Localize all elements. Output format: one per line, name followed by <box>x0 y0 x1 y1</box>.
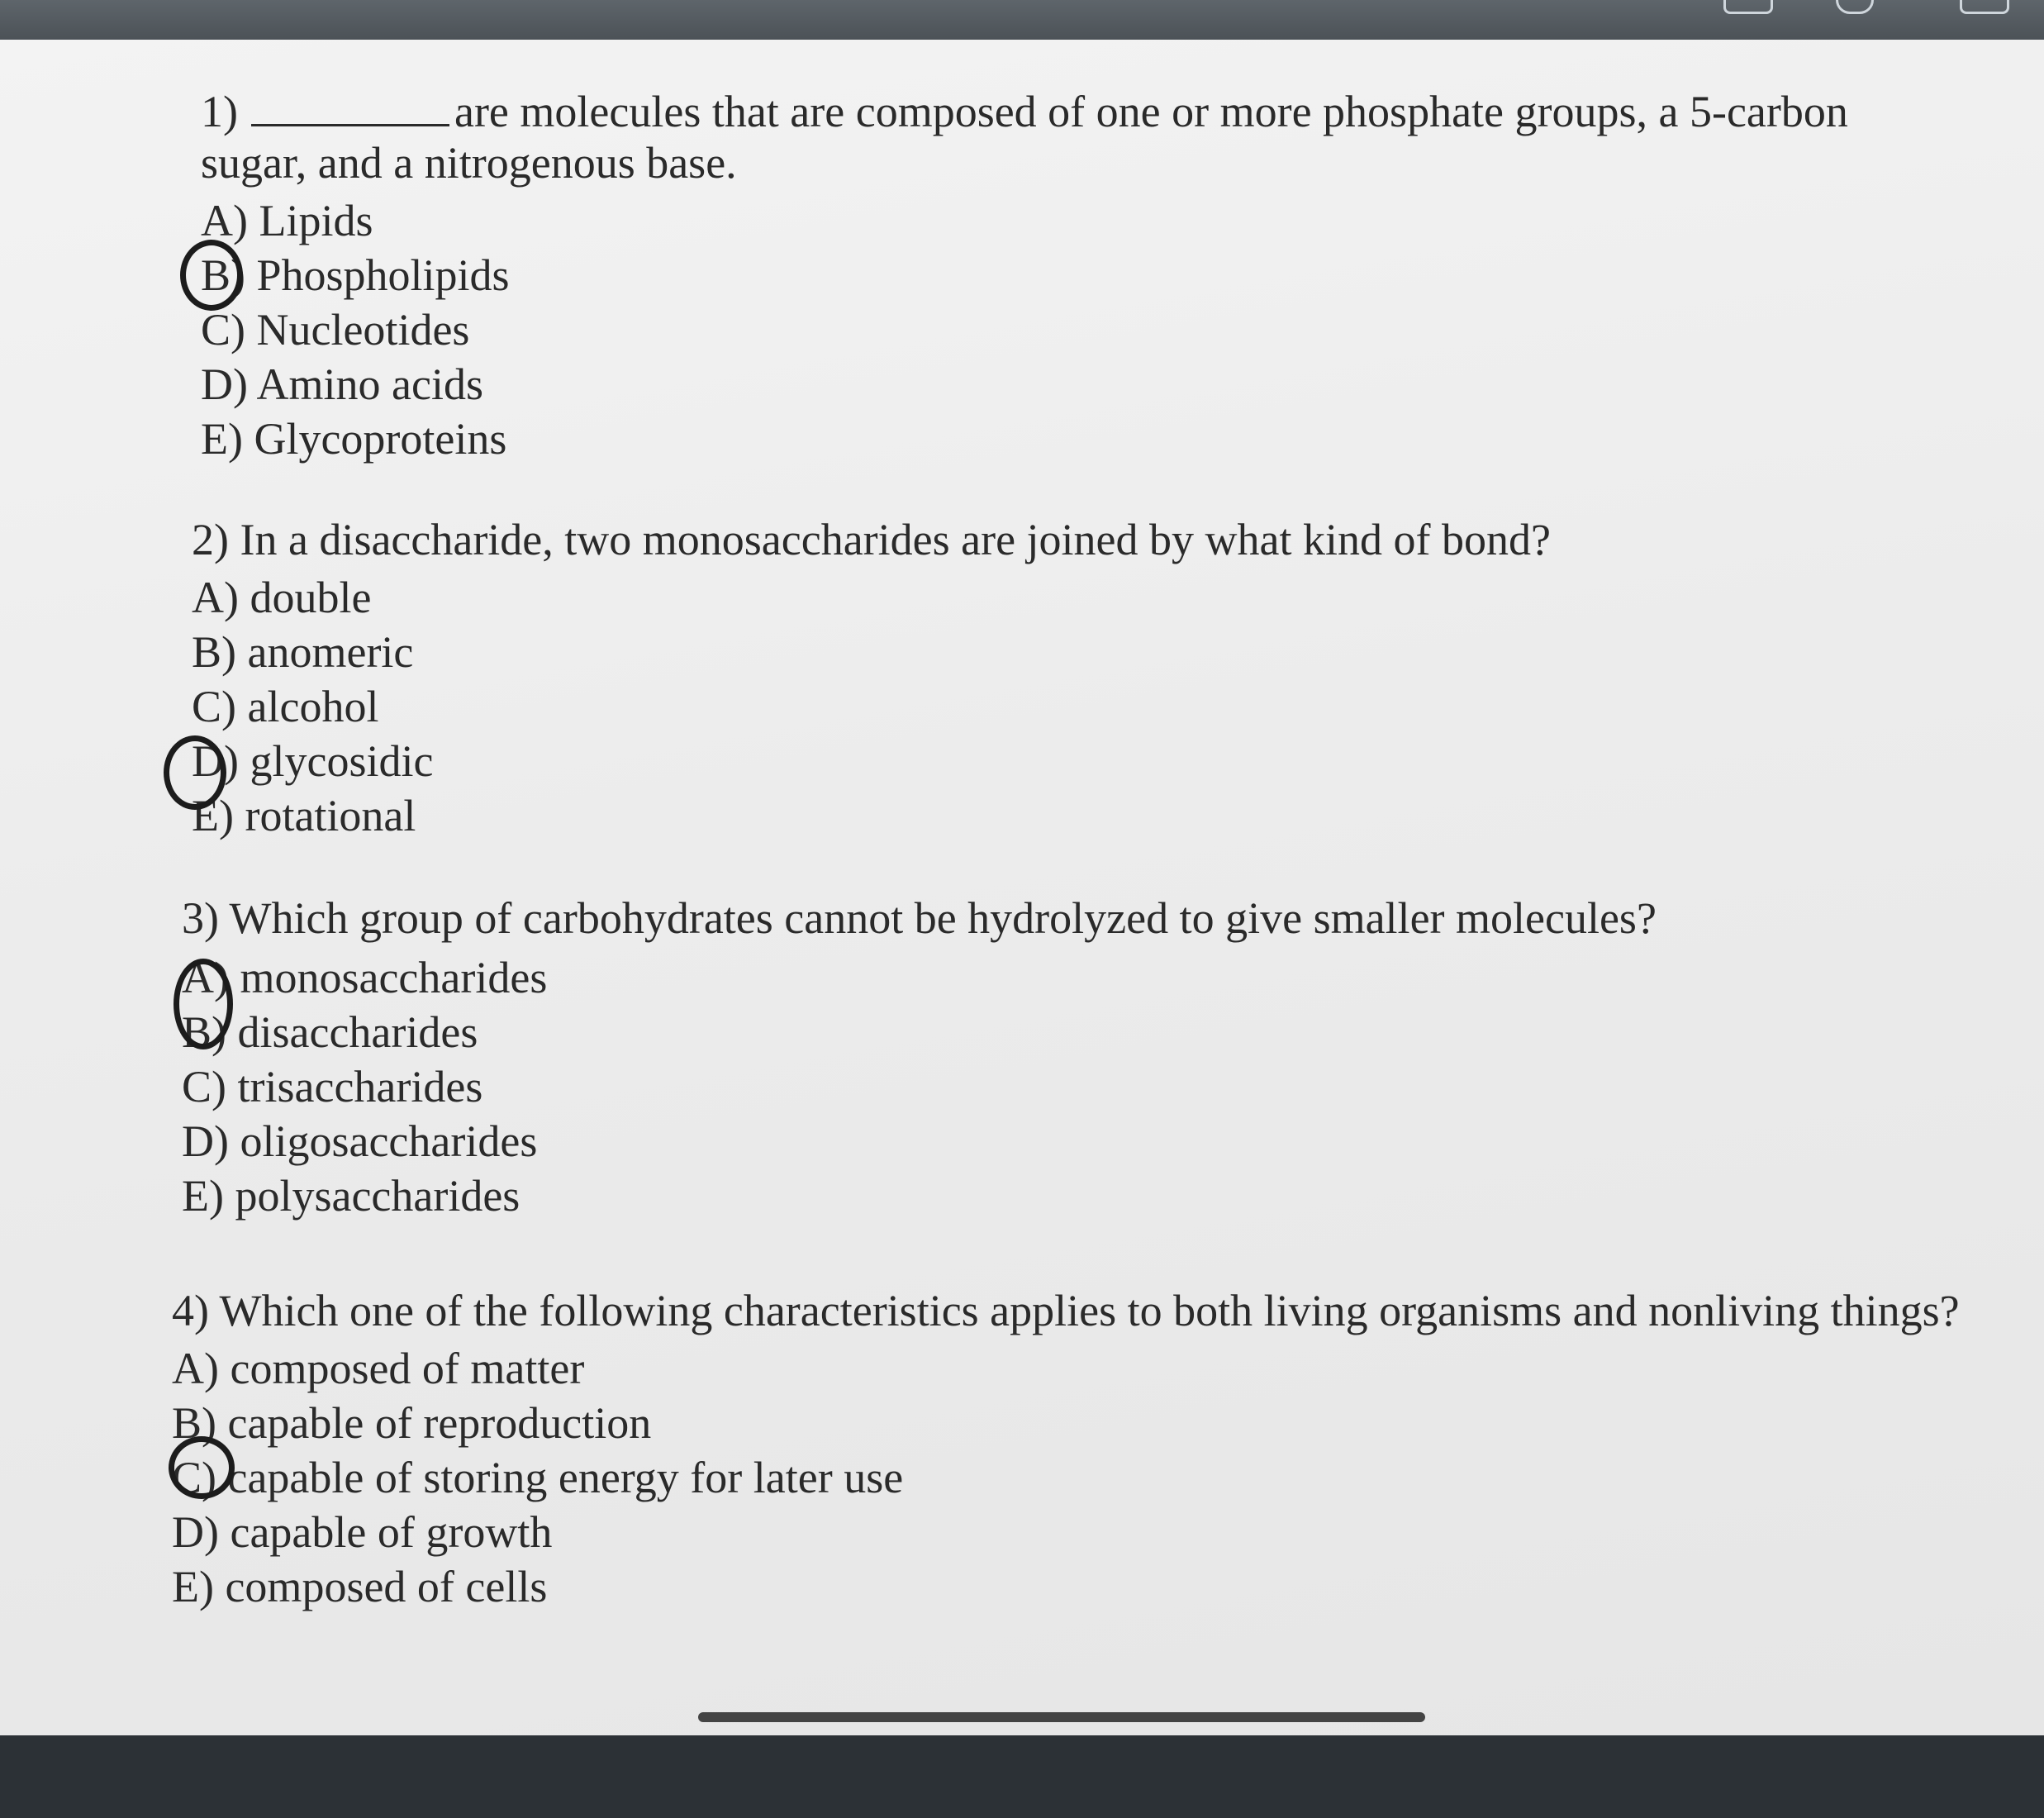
top-toolbar <box>0 0 2044 40</box>
option-b[interactable]: B) Phospholipids <box>201 250 510 300</box>
option-b[interactable]: B) disaccharides <box>182 1007 478 1057</box>
option-e[interactable]: E) composed of cells <box>172 1562 548 1611</box>
circled-answer-mark <box>164 735 226 810</box>
toolbar-square-icon-2[interactable] <box>1960 0 2009 14</box>
question-text <box>192 514 1968 565</box>
question-1 <box>201 83 1944 466</box>
scroll-indicator[interactable] <box>698 1712 1425 1722</box>
answer-blank <box>251 83 449 126</box>
option-d[interactable]: D) capable of growth <box>172 1507 553 1557</box>
question-number: 4) <box>172 1286 209 1335</box>
option-e[interactable]: E) polysaccharides <box>182 1171 521 1221</box>
question-2 <box>192 514 1968 843</box>
option-d[interactable]: D) oligosaccharides <box>182 1116 538 1166</box>
question-number: 1) <box>201 87 238 136</box>
question-4 <box>172 1285 1998 1614</box>
option-a[interactable]: A) composed of matter <box>172 1344 585 1393</box>
option-d[interactable]: D) glycosidic <box>192 736 434 786</box>
circled-answer-mark <box>174 959 233 1049</box>
option-c[interactable]: C) capable of storing energy for later use <box>172 1453 904 1502</box>
question-body: In a disaccharide, two monosaccharides are joined by what kind of bond? <box>240 515 1551 564</box>
option-d[interactable]: D) Amino acids <box>201 359 483 409</box>
question-text <box>172 1285 1998 1336</box>
option-e[interactable]: E) Glycoproteins <box>201 414 507 464</box>
toolbar-search-icon[interactable] <box>1836 0 1874 14</box>
question-text <box>182 892 1975 944</box>
question-body: Which group of carbohydrates cannot be hydrolyzed to give smaller molecules? <box>229 893 1657 943</box>
question-number: 2) <box>192 515 229 564</box>
circled-answer-mark <box>169 1436 235 1499</box>
option-c[interactable]: C) trisaccharides <box>182 1062 483 1111</box>
option-c[interactable]: C) alcohol <box>192 682 379 731</box>
question-body: are molecules that are composed of one or more phosphate groups, a 5-carbon sugar, and a nitrogenous base. <box>201 87 1848 188</box>
option-b[interactable]: B) anomeric <box>192 627 414 677</box>
question-text <box>201 83 1944 188</box>
option-e[interactable]: E) rotational <box>192 791 416 840</box>
toolbar-square-icon[interactable] <box>1723 0 1773 14</box>
option-b[interactable]: B) capable of reproduction <box>172 1398 652 1448</box>
option-c[interactable]: C) Nucleotides <box>201 305 470 355</box>
option-a[interactable]: A) double <box>192 573 372 622</box>
option-a[interactable]: A) monosaccharides <box>182 953 548 1002</box>
question-3 <box>182 892 1975 1223</box>
circled-answer-mark <box>180 240 243 311</box>
bottom-bar <box>0 1735 2044 1818</box>
option-a[interactable]: A) Lipids <box>201 196 373 245</box>
question-body: Which one of the following characteristics applies to both living organisms and nonliving things? <box>219 1286 1960 1335</box>
question-number: 3) <box>182 893 219 943</box>
